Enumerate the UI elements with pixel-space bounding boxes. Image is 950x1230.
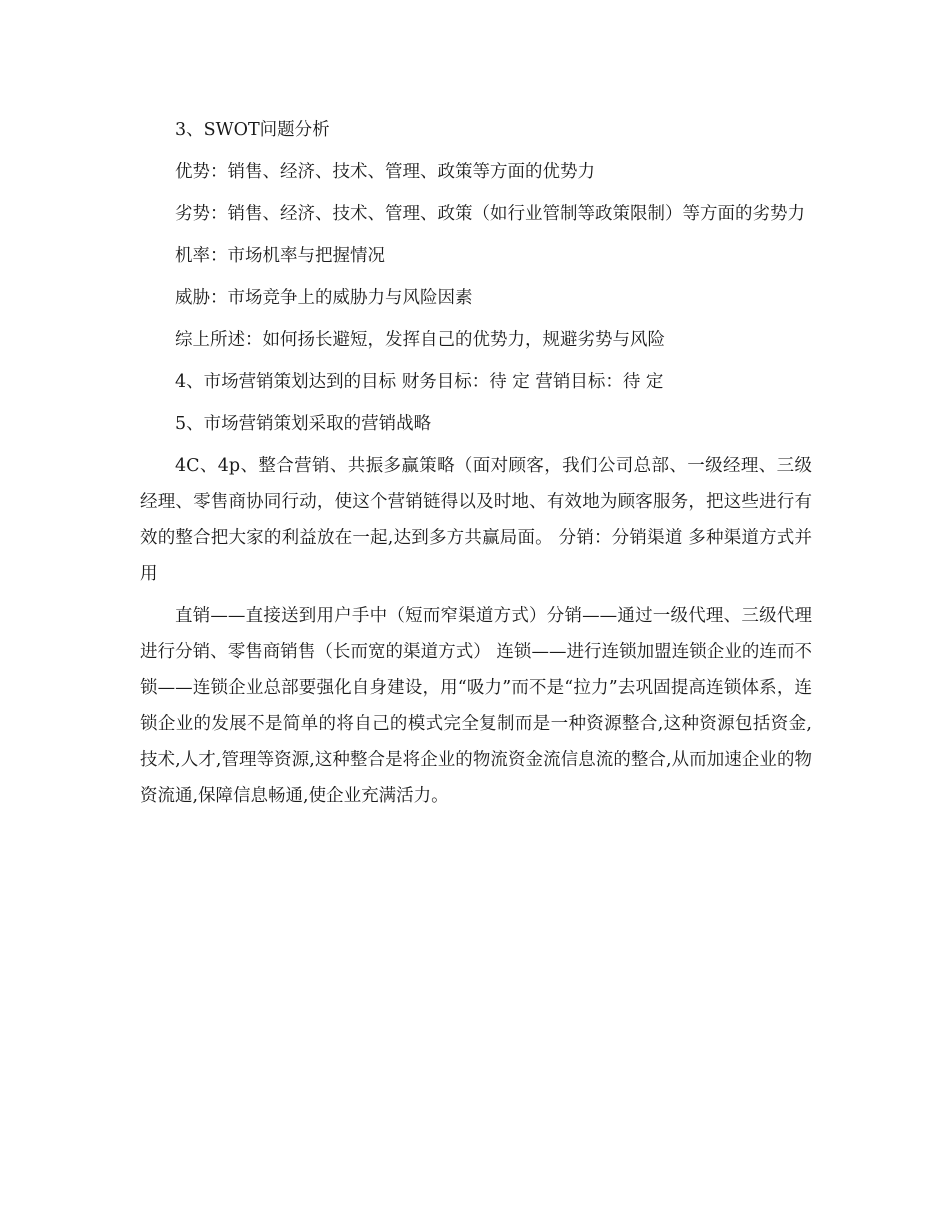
section-heading-swot: 3、SWOT问题分析 — [175, 120, 330, 140]
paragraph-summary: 综上所述：如何扬长避短，发挥自己的优势力，规避劣势与风险 — [175, 330, 665, 350]
paragraph-threats: 威胁：市场竞争上的威胁力与风险因素 — [175, 288, 473, 308]
paragraph-integrated-marketing: 4C、4p、整合营销、共振多赢策略（面对顾客，我们公司总部、一级经理、三级经理、零售商协同行动，使这个营销链得以及时地、有效地为顾客服务，把这些进行有效的整合把大家的利益放在一起,达到多方共赢局面。 分销：分销渠道 多种渠道方式并用 — [140, 456, 812, 584]
paragraph-opportunities: 机率：市场机率与把握情况 — [175, 246, 385, 266]
section-heading-goals: 4、市场营销策划达到的目标 财务目标：待 定 营销目标：待 定 — [175, 372, 664, 392]
paragraph-distribution-channels: 直销——直接送到用户手中（短而窄渠道方式）分销——通过一级代理、三级代理进行分销、零售商销售（长而宽的渠道方式） 连锁——进行连锁加盟连锁企业的连而不锁——连锁企业总部要强化自身建设，用“吸力”而不是“拉力”去巩固提高连锁体系，连锁企业的发展不是简单的将自己的模式完全复制而是一种资源整合,这种资源包括资金,技术,人才,管理等资源,这种整合是将企业的物流资金流信息流的整合,从而加速企业的物资流通,保障信息畅通,使企业充满活力。 — [140, 606, 812, 806]
document-body — [140, 112, 812, 820]
paragraph-strengths: 优势：销售、经济、技术、管理、政策等方面的优势力 — [175, 162, 595, 182]
paragraph-weaknesses: 劣势：销售、经济、技术、管理、政策（如行业管制等政策限制）等方面的劣势力 — [175, 204, 805, 224]
section-heading-strategy: 5、市场营销策划采取的营销战略 — [175, 414, 432, 434]
